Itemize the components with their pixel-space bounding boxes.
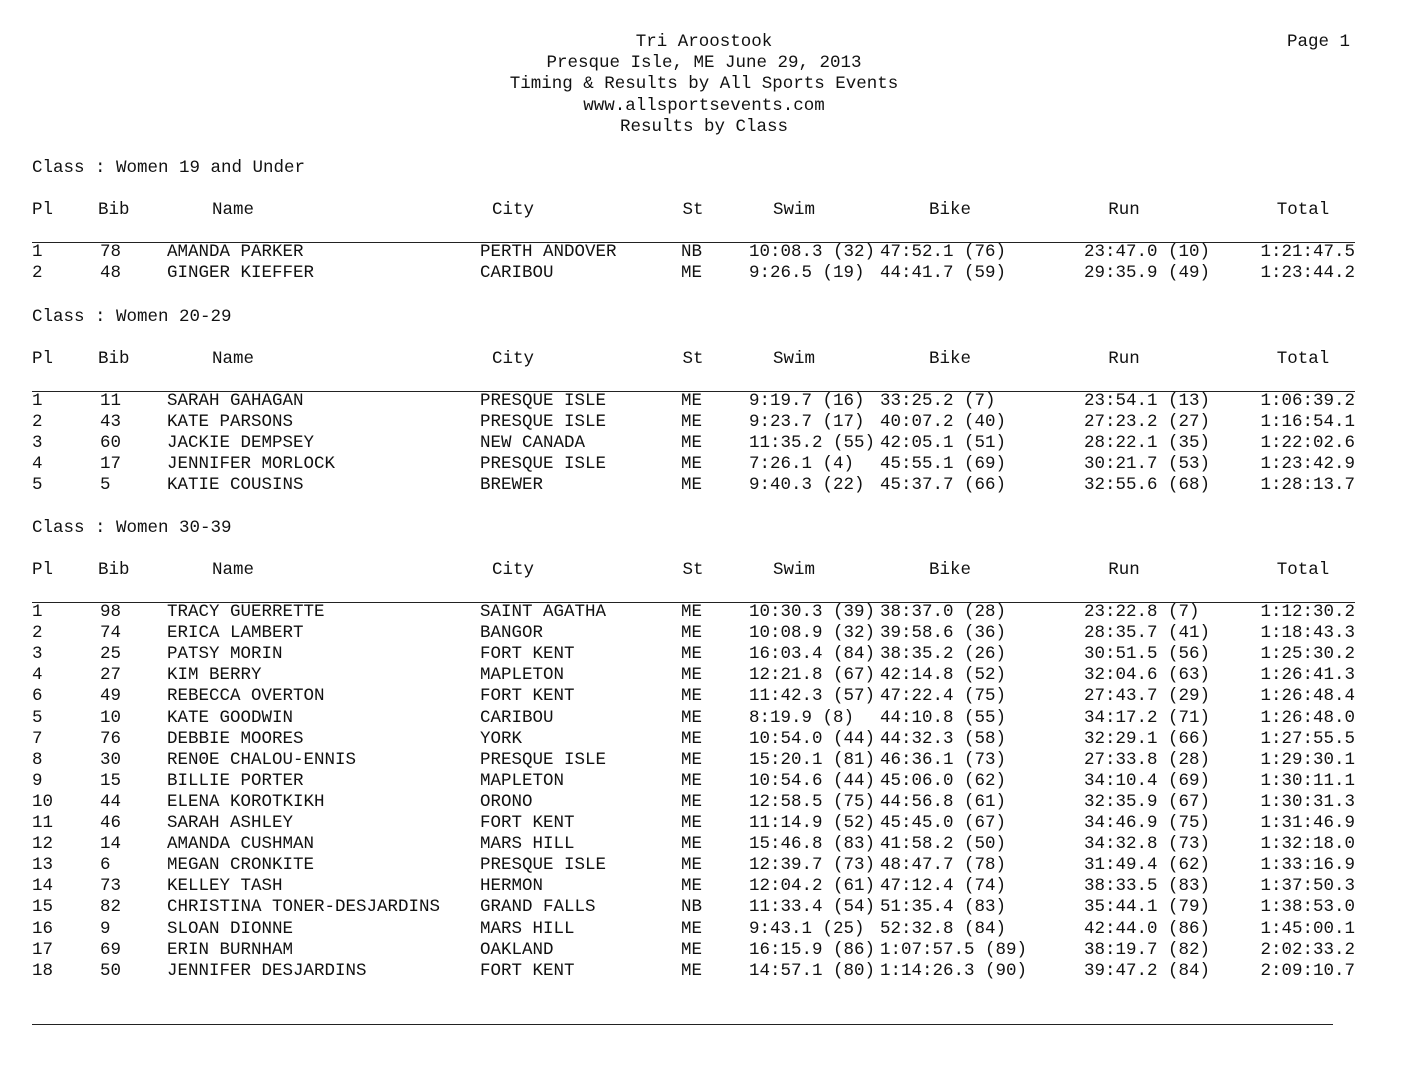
cell-run: 34:17.2 (71): [1084, 707, 1211, 728]
page-number: Page 1: [1287, 32, 1351, 52]
cell-name: BILLIE PORTER: [167, 770, 304, 791]
cell-state: ME: [681, 602, 703, 622]
cell-place: 4: [32, 454, 43, 475]
cell-swim: 9:23.7 (17): [749, 412, 865, 433]
cell-state: ME: [681, 391, 703, 411]
cell-total: 1:29:30.1: [1260, 749, 1355, 770]
cell-name: KATIE COUSINS: [167, 475, 304, 496]
column-header-swim: Swim: [772, 200, 815, 220]
cell-place: 18: [32, 960, 54, 981]
column-header-total: Total: [1276, 349, 1330, 369]
cell-run: 32:35.9 (67): [1084, 791, 1211, 812]
cell-name: RENΘE CHALOU-ENNIS: [167, 749, 357, 770]
cell-place: 4: [32, 665, 43, 686]
cell-name: KIM BERRY: [167, 665, 262, 686]
cell-city: OAKLAND: [480, 939, 554, 960]
cell-name: AMANDA PARKER: [167, 242, 304, 262]
cell-name: SLOAN DIONNE: [167, 918, 294, 939]
cell-bib: 49: [100, 686, 122, 707]
cell-city: FORT KENT: [480, 686, 575, 707]
cell-bike: 42:14.8 (52): [880, 665, 1007, 686]
cell-city: MAPLETON: [480, 770, 565, 791]
class-title: Class : Women 19 and Under: [32, 158, 306, 178]
cell-name: JENNIFER DESJARDINS: [167, 960, 367, 981]
cell-bib: 46: [100, 813, 122, 833]
cell-state: ME: [681, 665, 703, 686]
cell-total: 1:33:16.9: [1260, 855, 1355, 876]
cell-bib: 27: [100, 665, 122, 686]
cell-city: FORT KENT: [480, 813, 575, 833]
column-header-bike: Bike: [928, 349, 971, 369]
cell-bike: 44:41.7 (59): [880, 263, 1007, 284]
cell-total: 2:09:10.7: [1260, 960, 1355, 981]
column-header-city: City: [491, 349, 534, 369]
cell-swim: 10:08.9 (32): [749, 623, 876, 644]
cell-city: FORT KENT: [480, 960, 575, 981]
column-header-state: St: [682, 349, 704, 369]
column-header-bike: Bike: [928, 560, 971, 580]
cell-name: DEBBIE MOORES: [167, 728, 304, 749]
cell-run: 28:22.1 (35): [1084, 433, 1211, 454]
cell-state: ME: [681, 770, 703, 791]
cell-run: 35:44.1 (79): [1084, 897, 1211, 918]
cell-bike: 38:35.2 (26): [880, 644, 1007, 665]
cell-swim: 7:26.1 (4): [749, 454, 855, 475]
cell-place: 15: [32, 897, 54, 918]
cell-place: 1: [32, 602, 43, 622]
cell-city: BREWER: [480, 475, 544, 496]
cell-name: ERICA LAMBERT: [167, 623, 304, 644]
cell-run: 42:44.0 (86): [1084, 918, 1211, 939]
class-title: Class : Women 30-39: [32, 518, 232, 538]
column-header-place: Pl: [32, 200, 54, 220]
cell-place: 10: [32, 791, 54, 812]
cell-run: 27:43.7 (29): [1084, 686, 1211, 707]
cell-city: CARIBOU: [480, 263, 554, 284]
class-title: Class : Women 20-29: [32, 307, 232, 327]
cell-bib: 10: [100, 707, 122, 728]
cell-bike: 41:58.2 (50): [880, 834, 1007, 855]
cell-place: 3: [32, 433, 43, 454]
cell-swim: 12:39.7 (73): [749, 855, 876, 876]
cell-bike: 45:06.0 (62): [880, 770, 1007, 791]
column-header-swim: Swim: [772, 560, 815, 580]
cell-run: 27:23.2 (27): [1084, 412, 1211, 433]
cell-swim: 10:54.0 (44): [749, 728, 876, 749]
cell-state: ME: [681, 876, 703, 897]
cell-total: 1:26:41.3: [1260, 665, 1355, 686]
cell-name: KELLEY TASH: [167, 876, 283, 897]
cell-place: 7: [32, 728, 43, 749]
cell-bib: 73: [100, 876, 122, 897]
cell-bike: 38:37.0 (28): [880, 602, 1007, 622]
cell-bike: 33:25.2 (7): [880, 391, 996, 411]
cell-bib: 15: [100, 770, 122, 791]
cell-name: AMANDA CUSHMAN: [167, 834, 315, 855]
column-header-city: City: [491, 560, 534, 580]
cell-total: 1:27:55.5: [1260, 728, 1355, 749]
cell-place: 6: [32, 686, 43, 707]
cell-state: ME: [681, 263, 703, 284]
cell-total: 1:25:30.2: [1260, 644, 1355, 665]
cell-place: 16: [32, 918, 54, 939]
cell-swim: 16:15.9 (86): [749, 939, 876, 960]
cell-total: 1:26:48.0: [1260, 707, 1355, 728]
column-header-bib: Bib: [98, 560, 130, 580]
cell-bib: 60: [100, 433, 122, 454]
cell-run: 23:22.8 (7): [1084, 602, 1200, 622]
cell-place: 1: [32, 242, 43, 262]
cell-name: JACKIE DEMPSEY: [167, 433, 315, 454]
cell-bib: 82: [100, 897, 122, 918]
cell-name: SARAH ASHLEY: [167, 813, 294, 833]
cell-city: MARS HILL: [480, 918, 575, 939]
cell-state: ME: [681, 707, 703, 728]
column-header-bib: Bib: [98, 200, 130, 220]
cell-bib: 30: [100, 749, 122, 770]
cell-city: SAINT AGATHA: [480, 602, 607, 622]
column-header-name: Name: [211, 349, 254, 369]
column-header-place: Pl: [32, 560, 54, 580]
cell-run: 38:19.7 (82): [1084, 939, 1211, 960]
cell-total: 1:45:00.1: [1260, 918, 1355, 939]
cell-state: ME: [681, 791, 703, 812]
cell-place: 9: [32, 770, 43, 791]
cell-city: ORONO: [480, 791, 533, 812]
cell-bike: 39:58.6 (36): [880, 623, 1007, 644]
cell-bib: 11: [100, 391, 122, 411]
cell-name: PATSY MORIN: [167, 644, 283, 665]
cell-name: GINGER KIEFFER: [167, 263, 315, 284]
cell-bike: 40:07.2 (40): [880, 412, 1007, 433]
cell-city: NEW CANADA: [480, 433, 586, 454]
cell-total: 1:32:18.0: [1260, 834, 1355, 855]
cell-swim: 15:46.8 (83): [749, 834, 876, 855]
column-header-city: City: [491, 200, 534, 220]
cell-bike: 46:36.1 (73): [880, 749, 1007, 770]
cell-state: ME: [681, 686, 703, 707]
cell-swim: 10:08.3 (32): [749, 242, 876, 262]
cell-bib: 6: [100, 855, 111, 876]
cell-swim: 12:58.5 (75): [749, 791, 876, 812]
cell-total: 1:23:44.2: [1260, 263, 1355, 284]
cell-city: PRESQUE ISLE: [480, 855, 607, 876]
cell-total: 1:16:54.1: [1260, 412, 1355, 433]
cell-bib: 98: [100, 602, 122, 622]
report-subtitle: Results by Class: [619, 116, 789, 137]
cell-swim: 10:54.6 (44): [749, 770, 876, 791]
cell-city: FORT KENT: [480, 644, 575, 665]
cell-city: YORK: [480, 728, 523, 749]
cell-bike: 47:52.1 (76): [880, 242, 1007, 262]
cell-state: ME: [681, 834, 703, 855]
cell-bib: 76: [100, 728, 122, 749]
cell-bib: 78: [100, 242, 122, 262]
cell-name: TRACY GUERRETTE: [167, 602, 325, 622]
cell-swim: 11:42.3 (57): [749, 686, 876, 707]
cell-place: 8: [32, 749, 43, 770]
cell-bike: 1:07:57.5 (89): [880, 939, 1028, 960]
cell-run: 31:49.4 (62): [1084, 855, 1211, 876]
timing-credit: Timing & Results by All Sports Events: [509, 74, 899, 95]
cell-place: 2: [32, 263, 43, 284]
cell-bib: 69: [100, 939, 122, 960]
column-header-total: Total: [1276, 200, 1330, 220]
cell-swim: 11:35.2 (55): [749, 433, 876, 454]
cell-run: 32:04.6 (63): [1084, 665, 1211, 686]
cell-state: ME: [681, 433, 703, 454]
cell-place: 14: [32, 876, 54, 897]
column-header-state: St: [682, 200, 704, 220]
cell-swim: 9:19.7 (16): [749, 391, 865, 411]
cell-place: 11: [32, 813, 54, 833]
cell-city: MARS HILL: [480, 834, 575, 855]
cell-swim: 12:04.2 (61): [749, 876, 876, 897]
cell-city: PRESQUE ISLE: [480, 749, 607, 770]
cell-city: PRESQUE ISLE: [480, 454, 607, 475]
cell-state: ME: [681, 644, 703, 665]
cell-bike: 51:35.4 (83): [880, 897, 1007, 918]
cell-city: PERTH ANDOVER: [480, 242, 617, 262]
cell-run: 28:35.7 (41): [1084, 623, 1211, 644]
cell-name: CHRISTINA TONER-DESJARDINS: [167, 897, 441, 918]
column-header-place: Pl: [32, 349, 54, 369]
cell-bike: 47:22.4 (75): [880, 686, 1007, 707]
cell-swim: 12:21.8 (67): [749, 665, 876, 686]
cell-run: 39:47.2 (84): [1084, 960, 1211, 981]
cell-state: ME: [681, 960, 703, 981]
cell-swim: 16:03.4 (84): [749, 644, 876, 665]
cell-bib: 48: [100, 263, 122, 284]
cell-bike: 45:45.0 (67): [880, 813, 1007, 833]
cell-bike: 1:14:26.3 (90): [880, 960, 1028, 981]
cell-place: 13: [32, 855, 54, 876]
cell-name: ERIN BURNHAM: [167, 939, 294, 960]
cell-place: 2: [32, 623, 43, 644]
cell-city: CARIBOU: [480, 707, 554, 728]
cell-total: 1:12:30.2: [1260, 602, 1355, 622]
cell-name: SARAH GAHAGAN: [167, 391, 304, 411]
column-header-bike: Bike: [928, 200, 971, 220]
cell-place: 17: [32, 939, 54, 960]
cell-total: 1:38:53.0: [1260, 897, 1355, 918]
cell-bike: 47:12.4 (74): [880, 876, 1007, 897]
cell-bike: 48:47.7 (78): [880, 855, 1007, 876]
cell-run: 32:55.6 (68): [1084, 475, 1211, 496]
column-header-name: Name: [211, 560, 254, 580]
cell-total: 1:28:13.7: [1260, 475, 1355, 496]
cell-swim: 14:57.1 (80): [749, 960, 876, 981]
cell-run: 30:51.5 (56): [1084, 644, 1211, 665]
cell-run: 23:47.0 (10): [1084, 242, 1211, 262]
cell-total: 1:06:39.2: [1260, 391, 1355, 411]
website: www.allsportsevents.com: [583, 95, 825, 116]
cell-bib: 74: [100, 623, 122, 644]
cell-state: ME: [681, 855, 703, 876]
cell-swim: 9:40.3 (22): [749, 475, 865, 496]
cell-city: MAPLETON: [480, 665, 565, 686]
cell-bike: 45:37.7 (66): [880, 475, 1007, 496]
cell-bike: 44:56.8 (61): [880, 791, 1007, 812]
column-header-state: St: [682, 560, 704, 580]
cell-total: 1:30:11.1: [1260, 770, 1355, 791]
cell-place: 12: [32, 834, 54, 855]
cell-run: 34:10.4 (69): [1084, 770, 1211, 791]
cell-total: 1:18:43.3: [1260, 623, 1355, 644]
cell-state: ME: [681, 475, 703, 496]
cell-bib: 44: [100, 791, 122, 812]
event-location-date: Presque Isle, ME June 29, 2013: [546, 53, 862, 74]
cell-run: 32:29.1 (66): [1084, 728, 1211, 749]
cell-total: 1:30:31.3: [1260, 791, 1355, 812]
column-header-swim: Swim: [772, 349, 815, 369]
cell-swim: 9:26.5 (19): [749, 263, 865, 284]
cell-place: 1: [32, 391, 43, 411]
cell-swim: 11:33.4 (54): [749, 897, 876, 918]
cell-state: NB: [681, 897, 703, 918]
column-header-bib: Bib: [98, 349, 130, 369]
cell-swim: 8:19.9 (8): [749, 707, 855, 728]
cell-bike: 52:32.8 (84): [880, 918, 1007, 939]
cell-place: 3: [32, 644, 43, 665]
cell-city: HERMON: [480, 876, 544, 897]
cell-bib: 50: [100, 960, 122, 981]
cell-bib: 17: [100, 454, 122, 475]
event-title: Tri Aroostook: [635, 32, 773, 52]
cell-swim: 15:20.1 (81): [749, 749, 876, 770]
cell-name: MEGAN CRONKITE: [167, 855, 315, 876]
cell-run: 34:32.8 (73): [1084, 834, 1211, 855]
cell-run: 30:21.7 (53): [1084, 454, 1211, 475]
cell-total: 1:21:47.5: [1260, 242, 1355, 262]
cell-state: ME: [681, 813, 703, 833]
cell-name: JENNIFER MORLOCK: [167, 454, 336, 475]
cell-swim: 9:43.1 (25): [749, 918, 865, 939]
cell-bib: 9: [100, 918, 111, 939]
cell-run: 27:33.8 (28): [1084, 749, 1211, 770]
cell-city: PRESQUE ISLE: [480, 412, 607, 433]
column-header-run: Run: [1108, 349, 1140, 369]
cell-state: ME: [681, 728, 703, 749]
cell-state: ME: [681, 454, 703, 475]
cell-state: ME: [681, 412, 703, 433]
cell-swim: 11:14.9 (52): [749, 813, 876, 833]
cell-city: GRAND FALLS: [480, 897, 596, 918]
cell-bike: 44:10.8 (55): [880, 707, 1007, 728]
cell-swim: 10:30.3 (39): [749, 602, 876, 622]
cell-state: ME: [681, 939, 703, 960]
cell-state: ME: [681, 749, 703, 770]
cell-total: 1:22:02.6: [1260, 433, 1355, 454]
cell-state: NB: [681, 242, 703, 262]
cell-bike: 42:05.1 (51): [880, 433, 1007, 454]
cell-bike: 44:32.3 (58): [880, 728, 1007, 749]
cell-city: PRESQUE ISLE: [480, 391, 607, 411]
cell-state: ME: [681, 623, 703, 644]
cell-total: 2:02:33.2: [1260, 939, 1355, 960]
cell-bib: 14: [100, 834, 122, 855]
column-header-name: Name: [211, 200, 254, 220]
cell-place: 5: [32, 707, 43, 728]
cell-name: ELENA KOROTKIKH: [167, 791, 325, 812]
column-header-total: Total: [1276, 560, 1330, 580]
cell-total: 1:26:48.4: [1260, 686, 1355, 707]
cell-bib: 25: [100, 644, 122, 665]
cell-state: ME: [681, 918, 703, 939]
cell-bib: 43: [100, 412, 122, 433]
cell-name: KATE GOODWIN: [167, 707, 294, 728]
cell-place: 2: [32, 412, 43, 433]
cell-run: 23:54.1 (13): [1084, 391, 1211, 411]
column-header-run: Run: [1108, 200, 1140, 220]
cell-run: 38:33.5 (83): [1084, 876, 1211, 897]
cell-place: 5: [32, 475, 43, 496]
footer-divider: [32, 1024, 1333, 1025]
cell-run: 34:46.9 (75): [1084, 813, 1211, 833]
cell-bike: 45:55.1 (69): [880, 454, 1007, 475]
cell-name: REBECCA OVERTON: [167, 686, 325, 707]
cell-run: 29:35.9 (49): [1084, 263, 1211, 284]
cell-name: KATE PARSONS: [167, 412, 294, 433]
cell-total: 1:37:50.3: [1260, 876, 1355, 897]
column-header-run: Run: [1108, 560, 1140, 580]
cell-total: 1:31:46.9: [1260, 813, 1355, 833]
cell-total: 1:23:42.9: [1260, 454, 1355, 475]
cell-city: BANGOR: [480, 623, 544, 644]
cell-bib: 5: [100, 475, 111, 496]
